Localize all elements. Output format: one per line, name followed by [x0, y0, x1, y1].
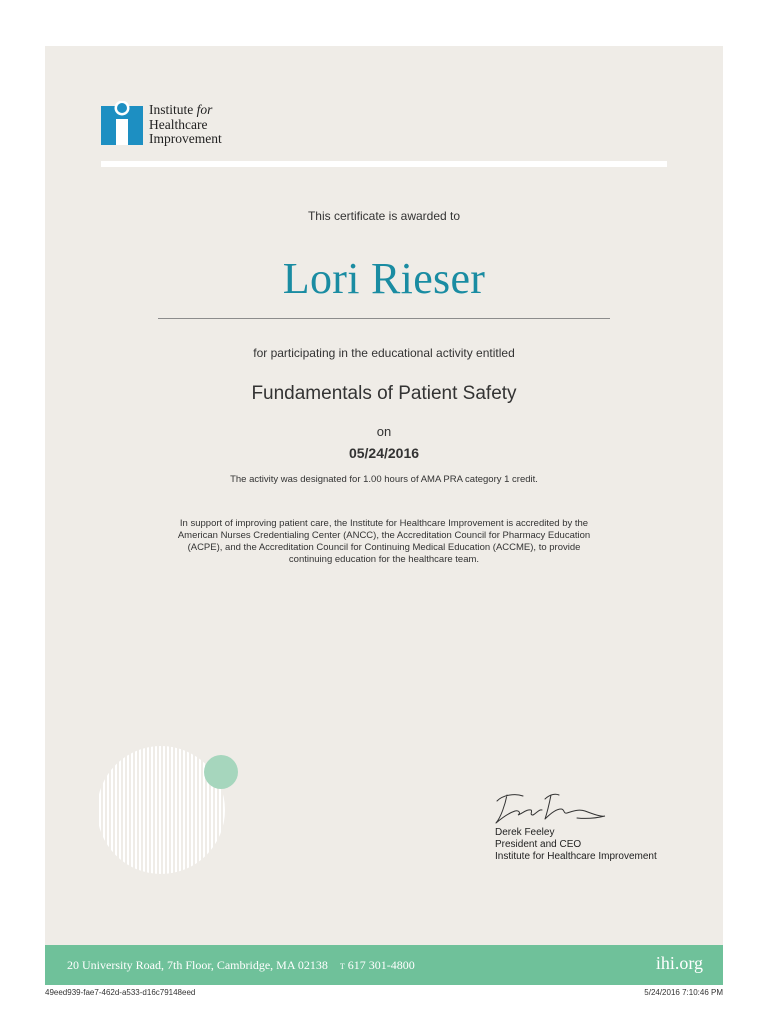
- accreditation-statement: [159, 518, 609, 566]
- footer-address-line: [67, 958, 415, 973]
- certificate: [45, 46, 723, 985]
- ihi-logo: [101, 101, 241, 149]
- awarded-text: This certificate is awarded to: [307, 209, 461, 223]
- header-divider: [101, 161, 667, 167]
- decorative-circles-graphic: [95, 742, 245, 882]
- credit-text: The activity was designated for 1.00 hours of AMA PRA category 1 credit.: [230, 474, 538, 485]
- signer-organization: Institute for Healthcare Improvement: [495, 851, 657, 862]
- accreditation-line: In support of improving patient care, the Institute for Healthcare Improvement is accredited by the: [179, 518, 589, 529]
- logo-line-2: Healthcare: [149, 116, 208, 132]
- accreditation-line: continuing education for the healthcare team.: [288, 554, 480, 565]
- accreditation-line: American Nurses Credentialing Center (ANCC), the Accreditation Council for Pharmacy Education: [177, 530, 591, 541]
- footer-website-link[interactable]: ihi.org: [655, 953, 703, 973]
- footer-phone: 617 301-4800: [347, 958, 415, 972]
- footer-bar: [45, 945, 723, 985]
- signature-image: [493, 787, 608, 829]
- recipient-name: Lori Rieser: [282, 254, 486, 303]
- phone-prefix: T: [339, 962, 345, 971]
- accreditation-line: (ACPE), and the Accreditation Council for Continuing Medical Education (ACCME), to provide: [187, 542, 581, 553]
- completion-date: 05/24/2016: [348, 445, 420, 461]
- signer-block: [495, 827, 657, 863]
- generated-timestamp: 5/24/2016 7:10:46 PM: [644, 988, 723, 997]
- logo-wordmark: [149, 103, 222, 147]
- on-text: on: [376, 424, 392, 439]
- signer-title: President and CEO: [495, 839, 582, 850]
- footer-address: 20 University Road, 7th Floor, Cambridge, MA 02138: [67, 958, 328, 972]
- logo-line-1: Institute: [149, 102, 194, 117]
- logo-line-1-for: for: [196, 102, 213, 117]
- activity-title: Fundamentals of Patient Safety: [251, 383, 517, 404]
- signer-name: Derek Feeley: [495, 827, 555, 838]
- certificate-id: 49eed939-fae7-462d-a533-d16c79148eed: [45, 988, 196, 997]
- ihi-logo-icon: [101, 101, 143, 145]
- logo-line-3: Improvement: [149, 131, 222, 146]
- name-underline: [158, 318, 610, 319]
- participation-text: for participating in the educational activity entitled: [253, 346, 515, 360]
